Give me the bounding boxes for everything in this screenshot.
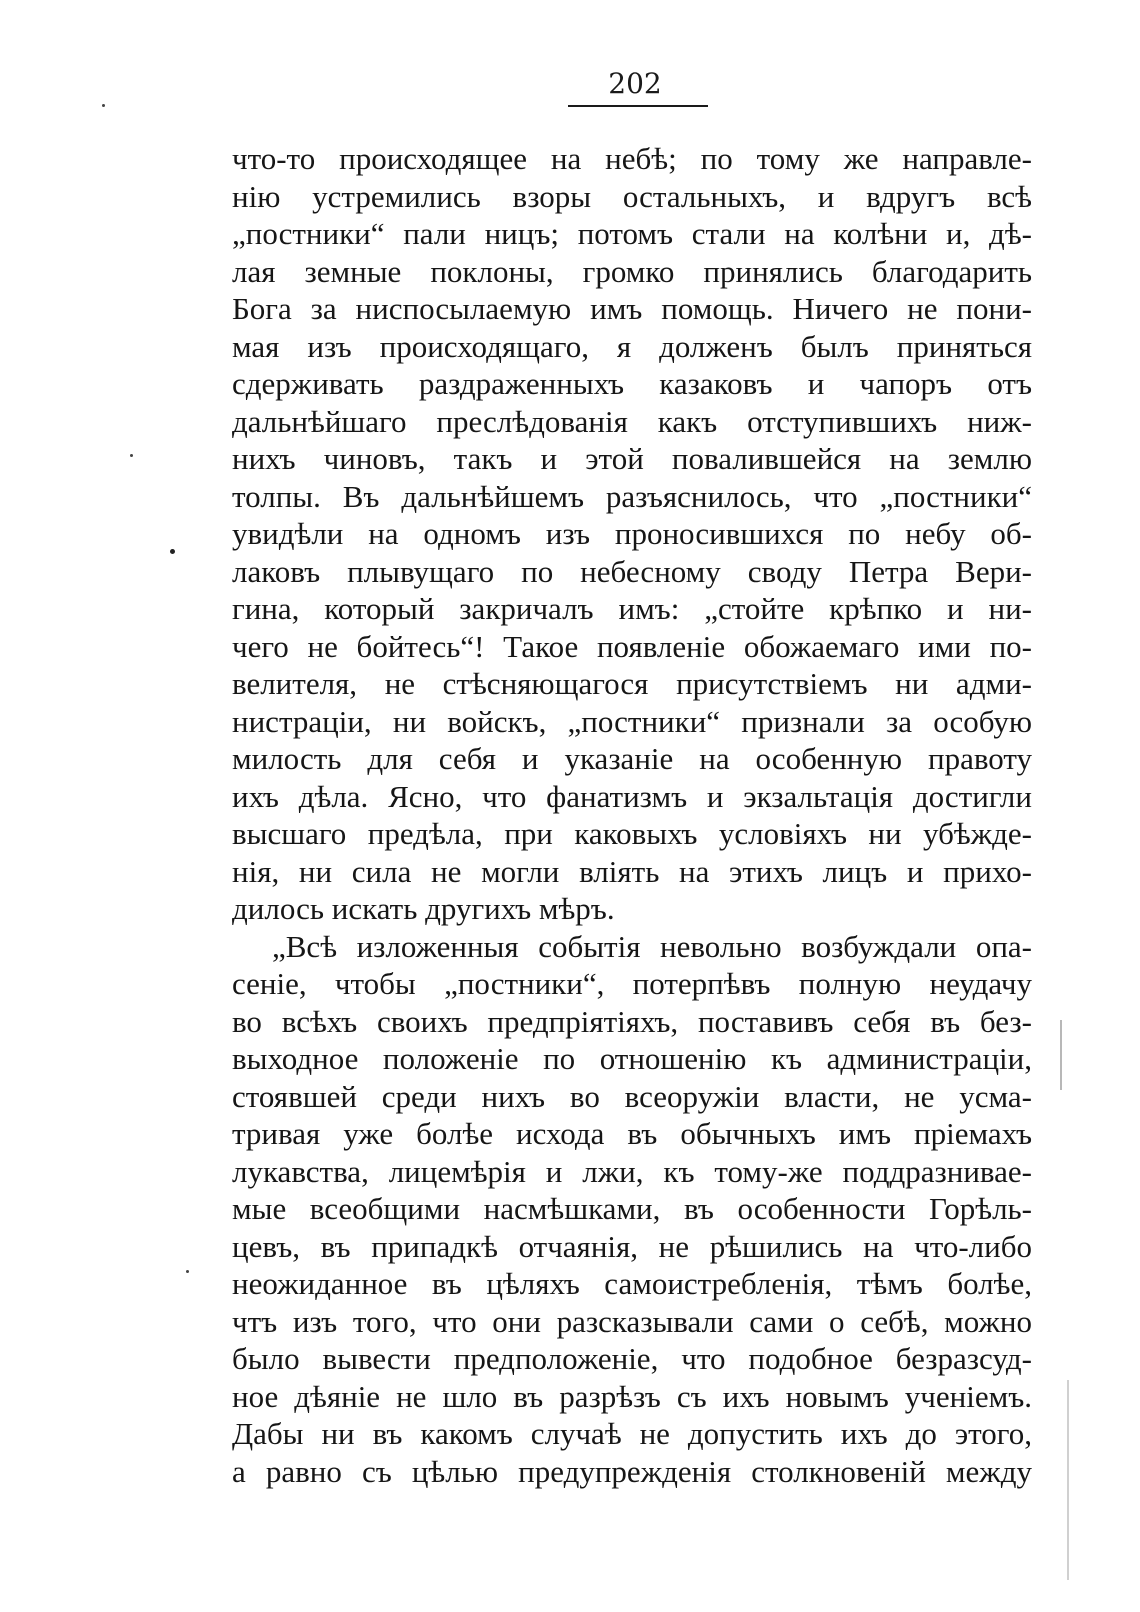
text-line: во всѣхъ своихъ предпріятіяхъ, поставивъ себя въ без-	[232, 1003, 1032, 1039]
text-line: сеніе, чтобы „постники“, потерпѣвъ полную неудачу	[232, 966, 1032, 1001]
text-line: велителя, не стѣсняющагося присутствіемъ ни адми-	[232, 666, 1032, 701]
body-text	[232, 140, 1032, 1490]
scan-speck	[130, 454, 133, 457]
text-line: мая изъ происходящаго, я долженъ былъ приняться	[232, 328, 1032, 364]
scan-speck	[186, 1270, 189, 1273]
text-line: ихъ дѣла. Ясно, что фанатизмъ и экзальтація достигли	[232, 778, 1032, 814]
text-line: дальнѣйшаго преслѣдованія какъ отступившихъ ниж-	[232, 403, 1032, 439]
page-number: 202	[608, 67, 662, 100]
text-line: чтъ изъ того, что они разсказывали сами о себѣ, можно	[232, 1303, 1032, 1339]
text-line: лаковъ плывущаго по небесному своду Петра Вери-	[232, 553, 1032, 589]
text-line: лукавства, лицемѣрія и лжи, къ тому-же поддразнивае-	[232, 1153, 1032, 1189]
text-line: было вывести предположеніе, что подобное безразсуд-	[232, 1341, 1032, 1376]
text-line: гина, который закричалъ имъ: „стойте крѣпко и ни-	[232, 591, 1032, 626]
text-line: стоявшей среди нихъ во всеоружіи власти, не усма-	[232, 1078, 1032, 1114]
text-line: выходное положеніе по отношенію къ администраціи,	[232, 1041, 1032, 1076]
text-line: нистраціи, ни войскъ, „постники“ признали за особую	[232, 703, 1032, 739]
text-line: а равно съ цѣлью предупрежденія столкновеній между	[232, 1453, 1032, 1489]
text-line: сдерживать раздраженныхъ казаковъ и чапоръ отъ	[232, 366, 1032, 401]
text-line: „постники“ пали ницъ; потомъ стали на колѣни и, дѣ-	[232, 216, 1032, 251]
text-line: высшаго предѣла, при каковыхъ условіяхъ ни убѣжде-	[232, 816, 1032, 851]
text-line: цевъ, въ припадкѣ отчаянія, не рѣшились на что-либо	[232, 1228, 1032, 1264]
paragraph-2	[232, 928, 1032, 1491]
text-line: толпы. Въ дальнѣйшемъ разъяснилось, что „постники“	[232, 478, 1032, 514]
text-line: ное дѣяніе не шло въ разрѣзъ съ ихъ новымъ ученіемъ.	[232, 1378, 1032, 1414]
text-line: Дабы ни въ какомъ случаѣ не допустить ихъ до этого,	[232, 1416, 1032, 1451]
text-line: увидѣли на одномъ изъ проносившихся по небу об-	[232, 516, 1032, 551]
text-line: „Всѣ изложенныя событія невольно возбуждали опа-	[272, 928, 1032, 964]
text-line: нія, ни сила не могли вліять на этихъ лицъ и прихо-	[232, 853, 1032, 889]
text-line: нихъ чиновъ, такъ и этой повалившейся на землю	[232, 441, 1032, 476]
text-line: Бога за ниспосылаемую имъ помощь. Ничего не пони-	[232, 291, 1032, 326]
text-line: лая земные поклоны, громко принялись благодарить	[232, 253, 1032, 289]
paragraph-1	[232, 140, 1032, 928]
text-line: что-то происходящее на небѣ; по тому же направле-	[232, 141, 1032, 176]
scan-edge-line	[1067, 1380, 1069, 1580]
text-line: дилось искать другихъ мѣръ.	[232, 891, 615, 926]
scan-speck	[102, 104, 105, 107]
scan-speck	[170, 549, 175, 554]
text-line: нію устремились взоры остальныхъ, и вдругъ всѣ	[232, 178, 1032, 214]
text-line: милость для себя и указаніе на особенную правоту	[232, 741, 1032, 776]
text-line: тривая уже болѣе исхода въ обычныхъ имъ пріемахъ	[232, 1116, 1032, 1151]
text-line: чего не бойтесь“! Такое появленіе обожаемаго ими по-	[232, 628, 1032, 664]
scan-edge-line	[1060, 1020, 1062, 1090]
header-rule	[568, 105, 708, 107]
text-line: мые всеобщими насмѣшками, въ особенности Горѣль-	[232, 1191, 1032, 1226]
text-line: неожиданное въ цѣляхъ самоистребленія, тѣмъ болѣе,	[232, 1266, 1032, 1301]
